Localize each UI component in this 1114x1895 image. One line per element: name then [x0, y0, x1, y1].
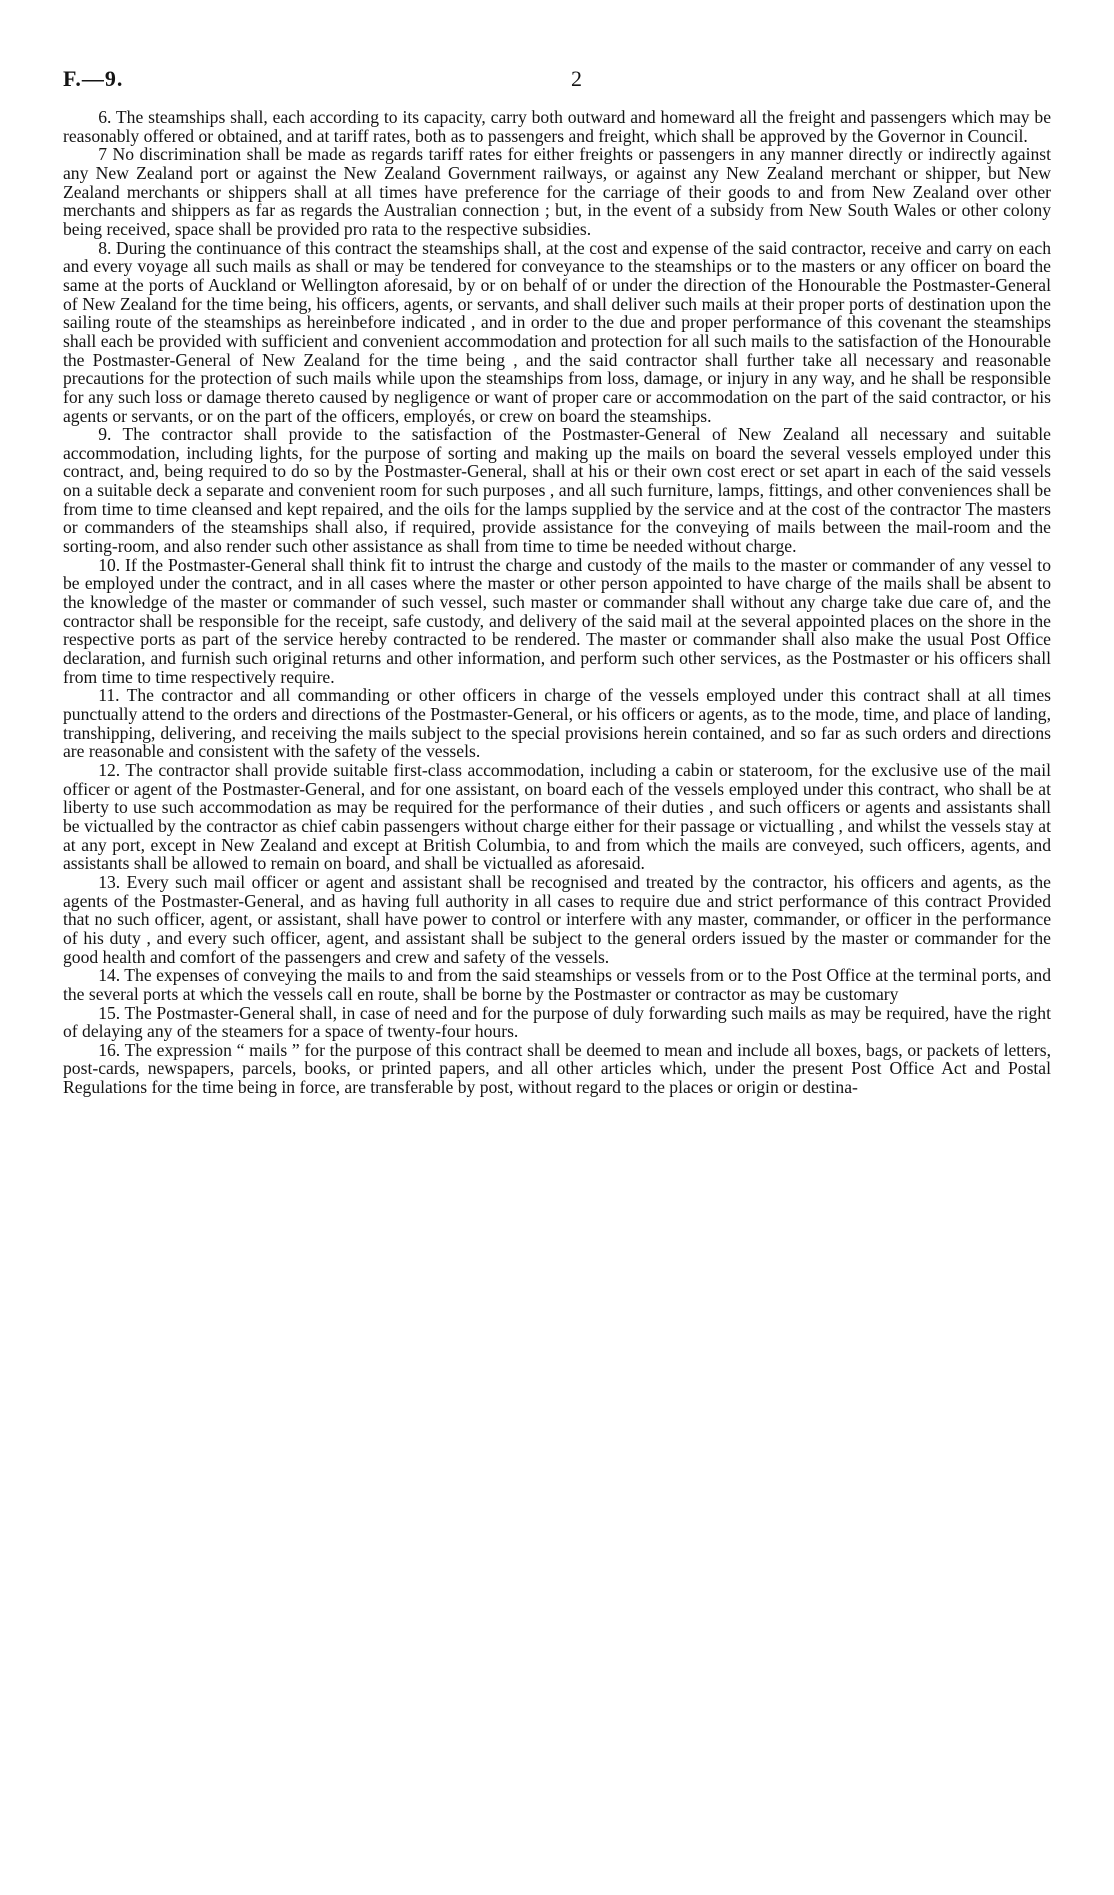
- clause-13: 13. Every such mail officer or agent and assistant shall be recognised and treated by the contractor, his officers and agents, as the agents of the Postmaster-General, and as having full authority in all cases to require due and strict performance of this contract Provided that no such officer, agent, or assistant, shall have power to control or interfere with any master, commander, or officer in the performance of his duty , and every such officer, agent, and assistant shall be subject to the general orders issued by the master or commander for the good health and comfort of the passengers and crew and safety of the vessels.: [63, 871, 1051, 967]
- clause-16: 16. The expression “ mails ” for the purpose of this contract shall be deemed to mean and include all boxes, bags, or packets of letters, post-cards, newspapers, parcels, books, or printed papers, and all other articles which, under the present Post Office Act and Postal Regulations for the time being in force, are transferable by post, without regard to the places or origin or destina-: [63, 1039, 1051, 1098]
- clause-12: 12. The contractor shall provide suitable first-class accommodation, including a cabin or stateroom, for the exclusive use of the mail officer or agent of the Postmaster-General, and for one assistant, on board each of the vessels employed under this contract, who shall be at liberty to use such accommodation as may be required for the performance of their duties , and such officers or agents and assistants shall be victualled by the contractor as chief cabin passengers without charge either for their passage or victualling , and whilst the vessels stay at at any port, except in New Zealand and except at British Columbia, to and from which the mails are conveyed, such officers, agents, and assistants shall be allowed to remain on board, and shall be victualled as aforesaid.: [63, 759, 1051, 874]
- clause-10: 10. If the Postmaster-General shall think fit to intrust the charge and custody of the mails to the master or commander of any vessel to be employed under the contract, and in all cases where the master or other person appointed to have charge of the mails shall be absent to the knowledge of the master or commander of such vessel, such master or commander shall without any charge take due care of, and the contractor shall be responsible for the receipt, safe custody, and delivery of the said mail at the several appointed places on the shore in the respective ports as part of the service hereby contracted to be rendered. The master or commander shall also make the usual Post Office declaration, and furnish such original returns and other information, and perform such other services, as the Postmaster or his officers shall from time to time respectively require.: [63, 554, 1051, 687]
- clause-15: 15. The Postmaster-General shall, in case of need and for the purpose of duly forwarding such mails as may be required, have the right of delaying any of the steamers for a space of twenty-four hours.: [63, 1002, 1051, 1042]
- clause-11: 11. The contractor and all commanding or other officers in charge of the vessels employed under this contract shall at all times punctually attend to the orders and directions of the Postmaster-General, or his officers or agents, as to the mode, time, and place of landing, transhipping, delivering, and receiving the mails subject to the special provisions herein contained, and so far as such orders and directions are reasonable and consistent with the safety of the vessels.: [63, 685, 1051, 762]
- page-header: [63, 62, 1051, 108]
- clause-6: 6. The steamships shall, each according to its capacity, carry both outward and homeward all the freight and passengers which may be reasonably offered or obtained, and at tariff rates, both as to passengers and freight, which shall be approved by the Governor in Council.: [63, 107, 1051, 146]
- clause-7: 7 No discrimination shall be made as regards tariff rates for either freights or passengers in any manner directly or indirectly against any New Zealand port or against the New Zealand Government railways, or against any New Zealand merchant or shipper, but New Zealand merchants or shippers shall at all times have preference for the carriage of their goods to and from New Zealand over other merchants and shippers as far as regards the Australian connection ; but, in the event of a subsidy from New South Wales or other colony being received, space shall be provided pro rata to the respective subsidies.: [63, 144, 1051, 239]
- document-reference: F.—9.: [63, 66, 124, 91]
- clause-14: 14. The expenses of conveying the mails to and from the said steamships or vessels from or to the Post Office at the terminal ports, and the several ports at which the vessels call en route, shall be borne by the Postmaster or contractor as may be customary: [63, 965, 1051, 1004]
- contract-text: [63, 108, 1051, 1097]
- page-number: 2: [571, 66, 582, 91]
- clause-8: 8. During the continuance of this contract the steamships shall, at the cost and expense of the said contractor, receive and carry on each and every voyage all such mails as shall or may be tendered for conveyance to the steamships or to the masters or any officer on board the same at the ports of Auckland or Wellington aforesaid, by or on behalf of or under the direction of the Honourable the Postmaster-General of New Zealand for the time being, his officers, agents, or servants, and shall deliver such mails at their proper ports of destination upon the sailing route of the steamships as hereinbefore indicated , and in order to the due and proper performance of this covenant the steamships shall each be provided with sufficient and convenient accommodation and protection for all such mails to the satisfaction of the Honourable the Postmaster-General of New Zealand for the time being , and the said contractor shall further take all necessary and reasonable precautions for the protection of such mails while upon the steamships from loss, damage, or injury in any way, and he shall be responsible for any such loss or damage thereto caused by negligence or want of proper care or accommodation on the part of the said contractor, or his agents or servants, or on the part of the officers, employés, or crew on board the steamships.: [63, 237, 1051, 426]
- clause-9: 9. The contractor shall provide to the satisfaction of the Postmaster-General of New Zealand all necessary and suitable accommodation, including lights, for the purpose of sorting and making up the mails on board the several vessels employed under this contract, and, being required to do so by the Postmaster-General, shall at his or their own cost erect or set apart in each of the said vessels on a suitable deck a separate and convenient room for such purposes , and all such furniture, lamps, fittings, and other conveniences shall be from time to time cleansed and kept repaired, and the oils for the lamps supplied by the service and at the cost of the contractor The masters or commanders of the steamships shall also, if required, provide assistance for the conveying of mails between the mail-room and the sorting-room, and also render such other assistance as shall from time to time be needed without charge.: [63, 424, 1051, 557]
